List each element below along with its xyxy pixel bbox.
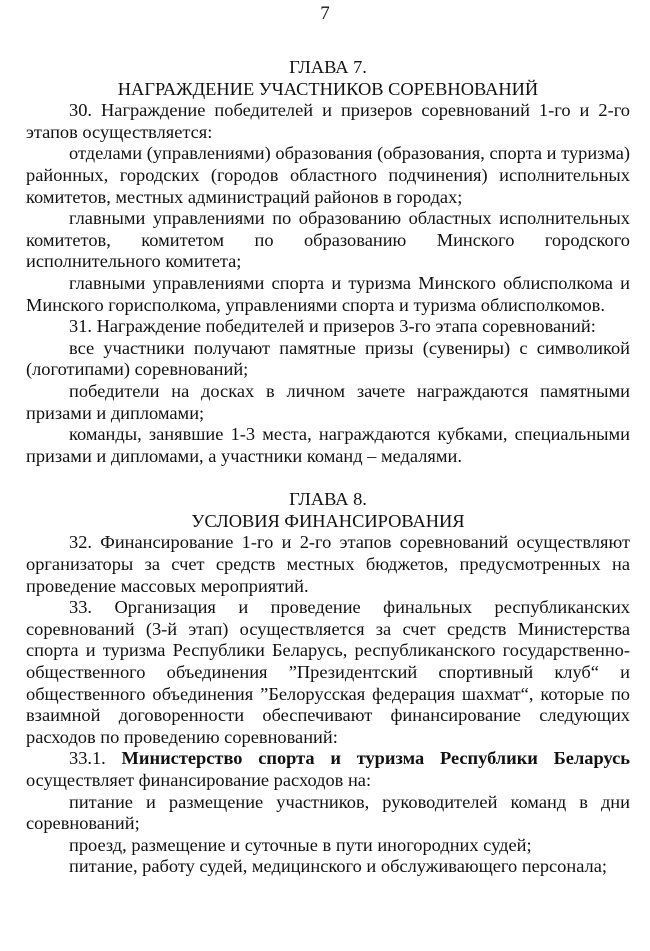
list-item: отделами (управлениями) образования (образования, спорта и туризма) районных, городских (городов областного подчинения) исполнительных комитетов, местных администраций районов в городах; bbox=[26, 143, 630, 207]
paragraph-33-1 bbox=[26, 748, 630, 791]
list-item: питание, работу судей, медицинского и обслуживающего персонала; bbox=[69, 856, 607, 877]
ministry-name: Министерство спорта и туризма Республики Беларусь bbox=[121, 748, 630, 769]
item-number: 33.1. bbox=[69, 748, 106, 769]
paragraph-33: 33. Организация и проведение финальных республиканских соревнований (3-й этап) осуществляется за счет средств Министерства спорта и туризма Республики Беларусь, республиканского государственно-общественного объединения ”Президентский спортивный клуб“ и общественного объединения ”Белорусская федерация шахмат“, которые по взаимной договоренности обеспечивают финансирование следующих расходов по проведению соревнований: bbox=[26, 597, 630, 747]
paragraph-32: 32. Финансирование 1-го и 2-го этапов соревнований осуществляют организаторы за счет средств местных бюджетов, предусмотренных на проведение массовых мероприятий. bbox=[26, 532, 630, 596]
chapter-8-number: ГЛАВА 8. bbox=[289, 489, 367, 510]
chapter-7-number: ГЛАВА 7. bbox=[289, 57, 367, 77]
item-text: осуществляет финансирование расходов на: bbox=[26, 770, 372, 790]
chapter-7-title: НАГРАЖДЕНИЕ УЧАСТНИКОВ СОРЕВНОВАНИЙ bbox=[117, 78, 539, 99]
list-item: команды, занявшие 1-3 места, награждаются кубками, специальными призами и дипломами, а участники команд – медалями. bbox=[26, 424, 630, 466]
paragraph-30: 30. Награждение победителей и призеров соревнований 1-го и 2-го этапов осуществляется: bbox=[26, 100, 630, 142]
list-item: питание и размещение участников, руководителей команд в дни соревнований; bbox=[26, 791, 630, 834]
page-number: 7 bbox=[320, 3, 330, 24]
paragraph-31: 31. Награждение победителей и призеров 3-го этапа соревнований: bbox=[69, 316, 596, 337]
list-item: проезд, размещение и суточные в пути иногородних судей; bbox=[69, 834, 532, 855]
chapter-8-title: УСЛОВИЯ ФИНАНСИРОВАНИЯ bbox=[191, 510, 465, 531]
list-item: победители на досках в личном зачете награждаются памятными призами и дипломами; bbox=[26, 380, 630, 423]
section-spacer bbox=[26, 467, 630, 489]
list-item: главными управлениями по образованию областных исполнительных комитетов, комитетом по образованию Минского городского исполнительного комитета; bbox=[26, 208, 630, 272]
list-item: все участники получают памятные призы (сувениры) с символикой (логотипами) соревнований; bbox=[26, 337, 630, 380]
list-item: главными управлениями спорта и туризма Минского облисполкома и Минского горисполкома, управлениями спорта и туризма облисполкомов. bbox=[26, 272, 630, 315]
page-content bbox=[26, 57, 630, 878]
